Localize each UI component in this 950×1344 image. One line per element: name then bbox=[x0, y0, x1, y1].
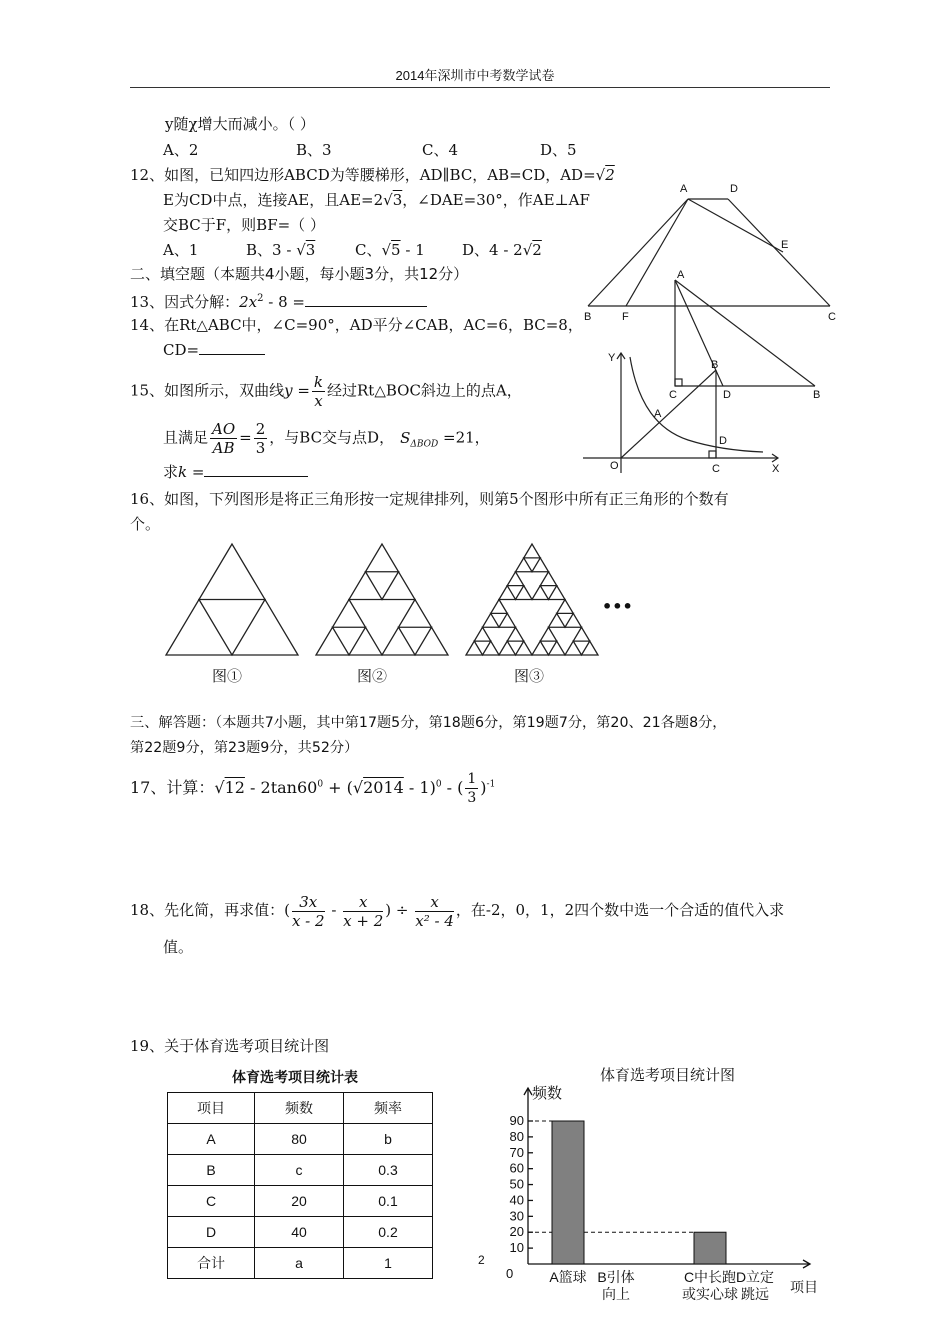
table-cell: C bbox=[168, 1186, 255, 1217]
q12-option-c: C、√5 - 1 bbox=[355, 241, 425, 259]
bar bbox=[694, 1232, 726, 1264]
table-row bbox=[168, 1217, 433, 1248]
table-cell: 0.1 bbox=[344, 1186, 433, 1217]
fig15-label-a: A bbox=[654, 408, 662, 420]
table-cell: 20 bbox=[255, 1186, 344, 1217]
frequency-table bbox=[167, 1092, 433, 1279]
page-header: 2014年深圳市中考数学试卷 bbox=[395, 68, 555, 83]
q18-line1: 18、先化简，再求值：( $\frac{3x}{x - 2}$ - $\frac{x}{x + 2}$ ) ÷ $\frac{x}{\text{x² - 4}}$ ，在-2，0，1，2四个数中选一个合适的值代入求 bbox=[130, 892, 785, 930]
q16-caption-1: 图① bbox=[212, 667, 243, 685]
q15-hyperbola-figure bbox=[578, 345, 788, 477]
q15-line1: 15、如图所示，双曲线y = $\frac{k}{x}$ 经过Rt△BOC斜边上的点A， bbox=[130, 373, 522, 410]
category-label: 跳远 bbox=[741, 1286, 769, 1302]
fig15-label-d: D bbox=[719, 435, 727, 447]
table-row bbox=[168, 1155, 433, 1186]
fig15-label-o: O bbox=[610, 460, 619, 472]
fig14-label-b: B bbox=[813, 389, 821, 401]
fig12-label-d: D bbox=[730, 183, 738, 195]
q16-triangle-figures bbox=[160, 538, 640, 663]
q15-hyperbola-fraction: $\frac{k}{x}$ bbox=[313, 373, 323, 410]
fig12-label-b: B bbox=[584, 311, 592, 323]
table-cell: 1 bbox=[344, 1248, 433, 1279]
q11-tail: y随χ增大而减小。（ ） bbox=[165, 115, 315, 133]
fig15-label-x: X bbox=[772, 463, 780, 475]
fig15-label-b: B bbox=[711, 359, 719, 371]
fig14-label-a: A bbox=[677, 269, 685, 281]
x-axis-label: 项目 bbox=[790, 1279, 818, 1295]
q11-option-d: D、5 bbox=[540, 141, 577, 159]
q14-line2: CD= bbox=[163, 340, 265, 360]
fig15-label-y: Y bbox=[608, 352, 616, 364]
q12-line2: E为CD中点，连接AE，且AE=2√3，∠DAE=30°，作AE⊥AF bbox=[163, 191, 590, 209]
q12-option-a: A、1 bbox=[163, 241, 199, 259]
table-cell: 0.3 bbox=[344, 1155, 433, 1186]
y-tick-label: 30 bbox=[509, 1208, 524, 1224]
category-label: 或实心球 bbox=[682, 1286, 738, 1302]
fig12-label-f: F bbox=[622, 311, 629, 323]
section2-heading: 二、填空题（本题共4小题，每小题3分，共12分） bbox=[130, 265, 469, 283]
table-header-row bbox=[168, 1093, 433, 1124]
category-label: B引体 bbox=[597, 1269, 635, 1285]
category-label: A篮球 bbox=[549, 1269, 587, 1285]
table-cell: b bbox=[344, 1124, 433, 1155]
table-cell: 合计 bbox=[168, 1248, 255, 1279]
q11-option-b: B、3 bbox=[296, 141, 332, 159]
q12-option-d: D、4 - 2√2 bbox=[462, 241, 542, 259]
q15-line3: 求k = bbox=[163, 462, 308, 482]
table-header-cell: 项目 bbox=[168, 1093, 255, 1124]
fig15-label-c: C bbox=[712, 463, 720, 475]
q16-line2: 个。 bbox=[130, 515, 161, 533]
fig12-label-a: A bbox=[680, 183, 688, 195]
y-tick-label: 20 bbox=[509, 1224, 524, 1240]
y-tick-label: 40 bbox=[509, 1192, 524, 1208]
fig14-label-d: D bbox=[723, 389, 731, 401]
category-label: C中长跑 bbox=[683, 1269, 737, 1285]
category-label: D立定 bbox=[735, 1269, 775, 1285]
table-row bbox=[168, 1124, 433, 1155]
q16-line1: 16、如图，下列图形是将正三角形按一定规律排列，则第5个图形中所有正三角形的个数有 bbox=[130, 490, 729, 508]
section3-line2: 第22题9分，第23题9分，共52分） bbox=[130, 740, 359, 756]
table-header-cell: 频数 bbox=[255, 1093, 344, 1124]
q12-line3: 交BC于F，则BF=（ ） bbox=[163, 216, 325, 234]
table-cell: A bbox=[168, 1124, 255, 1155]
q15-line2: 且满足 $\frac{AO}{AB}$ = $\frac{2}{3}$ ，与BC交与点D， $S_{\Delta BOD} =21$， bbox=[163, 420, 490, 457]
fig14-label-c: C bbox=[669, 389, 677, 401]
table-cell: a bbox=[255, 1248, 344, 1279]
table-row bbox=[168, 1248, 433, 1279]
y-tick-label: 50 bbox=[509, 1176, 524, 1192]
y-tick-label: 80 bbox=[509, 1128, 524, 1144]
q14-line1: 14、在Rt△ABC中，∠C=90°，AD平分∠CAB，AC=6，BC=8， bbox=[130, 316, 583, 334]
bar bbox=[552, 1121, 584, 1264]
q16-ellipsis: ••• bbox=[602, 597, 633, 616]
q12-line1: 12、如图，已知四边形ABCD为等腰梯形，AD∥BC，AB=CD，AD=√2 bbox=[130, 166, 615, 184]
q11-option-a: A、2 bbox=[163, 141, 199, 159]
q13-line: 13、因式分解：$2x^2 - 8$ = bbox=[130, 289, 427, 312]
table-cell: D bbox=[168, 1217, 255, 1248]
table-cell: 40 bbox=[255, 1217, 344, 1248]
fig12-label-c: C bbox=[828, 311, 836, 323]
q19-table-title: 体育选考项目统计表 bbox=[232, 1069, 358, 1085]
q17-expression: 17、计算：$√12 - 2\tan 60^0 + (√2014 - 1)^0$ - ( $\frac{1}{3}$ )$^{-1}$ bbox=[130, 771, 496, 806]
table-header-cell: 频率 bbox=[344, 1093, 433, 1124]
y-tick-label: 60 bbox=[509, 1160, 524, 1176]
y-tick-label: 90 bbox=[509, 1113, 524, 1128]
stray-mark: 2 bbox=[478, 1253, 485, 1267]
q16-caption-3: 图③ bbox=[514, 667, 545, 685]
header-rule bbox=[130, 87, 830, 88]
q11-option-c: C、4 bbox=[422, 141, 459, 159]
table-cell: c bbox=[255, 1155, 344, 1186]
section3-line1: 三、解答题：（本题共7小题，其中第17题5分，第18题6分，第19题7分，第20、21各题8分， bbox=[130, 715, 727, 731]
table-cell: 80 bbox=[255, 1124, 344, 1155]
q12-option-b: B、3 - √3 bbox=[246, 241, 316, 259]
fig12-label-e: E bbox=[781, 239, 789, 251]
table-row bbox=[168, 1186, 433, 1217]
y-tick-label: 70 bbox=[509, 1144, 524, 1160]
chart-title: 体育选考项目统计图 bbox=[600, 1066, 736, 1084]
table-cell: B bbox=[168, 1155, 255, 1186]
origin-label: 0 bbox=[506, 1266, 514, 1281]
table-cell: 0.2 bbox=[344, 1217, 433, 1248]
q19-title: 19、关于体育选考项目统计图 bbox=[130, 1037, 330, 1055]
q18-line2: 值。 bbox=[163, 938, 194, 956]
y-axis-label: 频数 bbox=[532, 1085, 563, 1102]
bar-chart bbox=[480, 1078, 835, 1310]
q16-caption-2: 图② bbox=[357, 667, 388, 685]
category-label: 向上 bbox=[602, 1286, 630, 1302]
y-tick-label: 10 bbox=[509, 1240, 524, 1256]
